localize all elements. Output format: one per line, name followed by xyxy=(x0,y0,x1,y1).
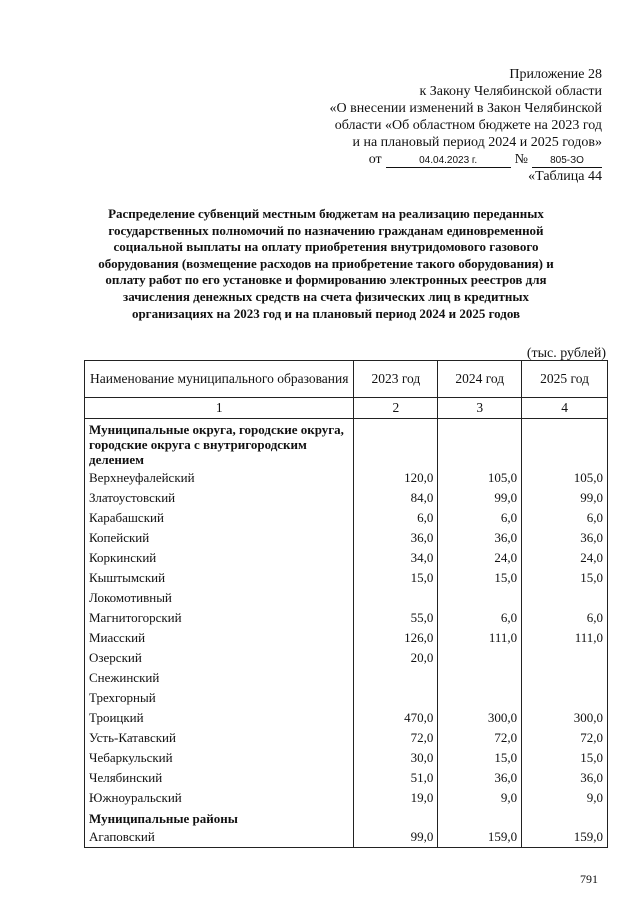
municipality-name: Троицкий xyxy=(85,708,354,728)
law-number: 805-ЗО xyxy=(532,155,602,168)
value-2024: 15,0 xyxy=(438,748,522,768)
value-2025: 300,0 xyxy=(522,708,608,728)
column-number-row xyxy=(85,398,608,419)
value-2025: 36,0 xyxy=(522,768,608,788)
value-2023 xyxy=(354,808,438,827)
municipality-name: Копейский xyxy=(85,528,354,548)
value-2023: 120,0 xyxy=(354,468,438,488)
value-2025: 6,0 xyxy=(522,508,608,528)
table-row xyxy=(85,728,608,748)
value-2023: 30,0 xyxy=(354,748,438,768)
value-2023: 20,0 xyxy=(354,648,438,668)
column-number: 2 xyxy=(354,398,438,419)
value-2024: 72,0 xyxy=(438,728,522,748)
law-date: 04.04.2023 г. xyxy=(386,155,511,168)
group-header-row xyxy=(85,419,608,469)
title-line: оплату работ по его установке и формированию электронных реестров для xyxy=(105,272,547,288)
municipality-name: Миасский xyxy=(85,628,354,648)
value-2025: 36,0 xyxy=(522,528,608,548)
group-header-row xyxy=(85,808,608,827)
table-row xyxy=(85,608,608,628)
title-line: организациях на 2023 год и на плановый период 2024 и 2025 годов xyxy=(131,305,521,321)
value-2023: 15,0 xyxy=(354,568,438,588)
value-2023 xyxy=(354,419,438,469)
value-2025: 24,0 xyxy=(522,548,608,568)
title-line: зачисления денежных средств на счета физических лиц в кредитных xyxy=(123,288,529,304)
table-reference: «Таблица 44 xyxy=(528,169,602,184)
municipality-name: Челябинский xyxy=(85,768,354,788)
table-row xyxy=(85,668,608,688)
value-2024: 105,0 xyxy=(438,468,522,488)
table-row xyxy=(85,708,608,728)
appendix-line: и на плановый период 2024 и 2025 годов» xyxy=(352,135,602,150)
value-2023: 72,0 xyxy=(354,728,438,748)
value-2023: 84,0 xyxy=(354,488,438,508)
value-2023: 470,0 xyxy=(354,708,438,728)
column-number: 1 xyxy=(85,398,354,419)
value-2024: 159,0 xyxy=(438,827,522,848)
appendix-line: «О внесении изменений в Закон Челябинской xyxy=(329,101,602,116)
table-row xyxy=(85,488,608,508)
municipality-name: Чебаркульский xyxy=(85,748,354,768)
table-row xyxy=(85,688,608,708)
municipality-name: Муниципальные районы xyxy=(85,808,354,827)
table-row xyxy=(85,648,608,668)
column-header-2023: 2023 год xyxy=(354,361,438,398)
value-2024: 36,0 xyxy=(438,528,522,548)
value-2024: 99,0 xyxy=(438,488,522,508)
title-line: государственных полномочий по назначению гражданам единовременной xyxy=(108,222,544,238)
value-2025: 72,0 xyxy=(522,728,608,748)
table-body xyxy=(85,419,608,848)
law-date-number-line xyxy=(282,151,602,168)
title-line: Распределение субвенций местным бюджетам на реализацию переданных xyxy=(108,206,544,221)
value-2024 xyxy=(438,648,522,668)
municipality-name: Локомотивный xyxy=(85,588,354,608)
table-row xyxy=(85,768,608,788)
document-title xyxy=(76,206,576,322)
value-2024: 111,0 xyxy=(438,628,522,648)
appendix-header xyxy=(282,66,602,185)
column-number: 3 xyxy=(438,398,522,419)
table-row xyxy=(85,827,608,848)
value-2025 xyxy=(522,419,608,469)
value-2023: 34,0 xyxy=(354,548,438,568)
column-header-name: Наименование муниципального образования xyxy=(85,361,354,398)
page-number: 791 xyxy=(580,872,598,886)
value-2024 xyxy=(438,808,522,827)
table-row xyxy=(85,788,608,808)
municipality-name: Златоустовский xyxy=(85,488,354,508)
value-2024 xyxy=(438,419,522,469)
municipality-name: Кыштымский xyxy=(85,568,354,588)
column-number: 4 xyxy=(522,398,608,419)
value-2025: 15,0 xyxy=(522,748,608,768)
value-2023: 19,0 xyxy=(354,788,438,808)
table-row xyxy=(85,528,608,548)
municipality-name: Карабашский xyxy=(85,508,354,528)
table-row xyxy=(85,468,608,488)
municipality-name: Снежинский xyxy=(85,668,354,688)
value-2025 xyxy=(522,648,608,668)
from-label: от xyxy=(368,152,382,167)
table-row xyxy=(85,568,608,588)
value-2025: 15,0 xyxy=(522,568,608,588)
table-row xyxy=(85,548,608,568)
municipality-name: Муниципальные округа, городские округа, городские округа с внутригородским делением xyxy=(85,419,354,469)
value-2024 xyxy=(438,588,522,608)
value-2024: 6,0 xyxy=(438,608,522,628)
value-2024: 24,0 xyxy=(438,548,522,568)
value-2023: 6,0 xyxy=(354,508,438,528)
value-2024: 36,0 xyxy=(438,768,522,788)
appendix-line: к Закону Челябинской области xyxy=(419,84,602,99)
value-2024 xyxy=(438,668,522,688)
value-2023: 99,0 xyxy=(354,827,438,848)
value-2025: 9,0 xyxy=(522,788,608,808)
value-2023: 55,0 xyxy=(354,608,438,628)
value-2025: 159,0 xyxy=(522,827,608,848)
value-2025: 111,0 xyxy=(522,628,608,648)
number-label: № xyxy=(514,152,528,167)
units-label: (тыс. рублей) xyxy=(526,346,606,361)
table-row xyxy=(85,508,608,528)
municipality-name: Агаповский xyxy=(85,827,354,848)
table-row xyxy=(85,748,608,768)
appendix-line: области «Об областном бюджете на 2023 год xyxy=(334,118,602,133)
value-2023: 126,0 xyxy=(354,628,438,648)
municipality-name: Озерский xyxy=(85,648,354,668)
title-line: социальной выплаты на оплату приобретения внутридомового газового xyxy=(113,239,539,255)
value-2025: 105,0 xyxy=(522,468,608,488)
municipality-name: Трехгорный xyxy=(85,688,354,708)
value-2024: 15,0 xyxy=(438,568,522,588)
municipality-name: Коркинский xyxy=(85,548,354,568)
title-line: оборудования (возмещение расходов на приобретение такого оборудования) и xyxy=(98,255,554,271)
value-2023: 51,0 xyxy=(354,768,438,788)
value-2024: 300,0 xyxy=(438,708,522,728)
municipality-name: Магнитогорский xyxy=(85,608,354,628)
value-2025 xyxy=(522,668,608,688)
value-2025 xyxy=(522,588,608,608)
value-2025 xyxy=(522,688,608,708)
value-2024 xyxy=(438,688,522,708)
table-row xyxy=(85,628,608,648)
municipality-name: Верхнеуфалейский xyxy=(85,468,354,488)
value-2025: 99,0 xyxy=(522,488,608,508)
column-header-2024: 2024 год xyxy=(438,361,522,398)
table-row xyxy=(85,588,608,608)
value-2025: 6,0 xyxy=(522,608,608,628)
municipality-name: Южноуральский xyxy=(85,788,354,808)
value-2023 xyxy=(354,668,438,688)
appendix-line: Приложение 28 xyxy=(509,67,602,82)
value-2025 xyxy=(522,808,608,827)
subvention-table xyxy=(84,360,608,848)
table-header-row xyxy=(85,361,608,398)
value-2023 xyxy=(354,588,438,608)
column-header-2025: 2025 год xyxy=(522,361,608,398)
value-2024: 9,0 xyxy=(438,788,522,808)
value-2023: 36,0 xyxy=(354,528,438,548)
municipality-name: Усть-Катавский xyxy=(85,728,354,748)
value-2024: 6,0 xyxy=(438,508,522,528)
value-2023 xyxy=(354,688,438,708)
